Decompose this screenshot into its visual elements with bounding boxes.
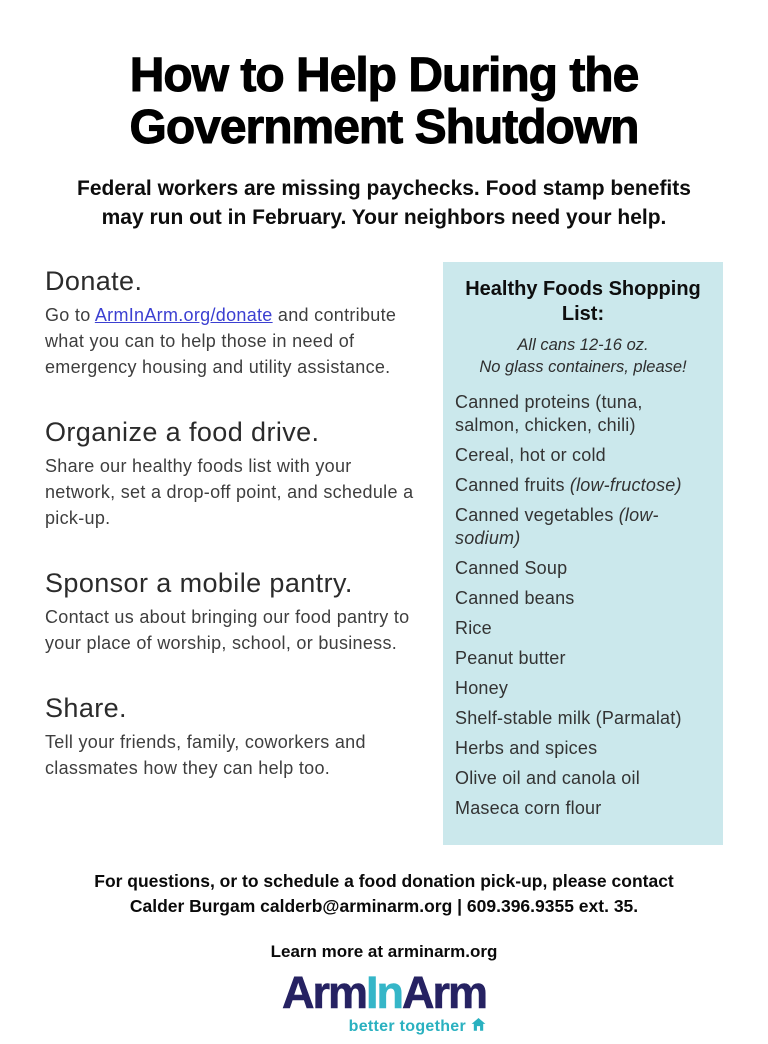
logo-arm2: Arm [402, 967, 487, 1018]
list-item: Canned fruits (low-fructose) [455, 475, 682, 495]
page-subtitle-line1: Federal workers are missing paychecks. Food stamp benefits [77, 177, 691, 200]
organize-body: Share our healthy foods list with your network, set a drop-off point, and schedule a pick-up. [45, 456, 414, 528]
share-heading: Share. [45, 693, 127, 723]
contact-info [0, 869, 768, 919]
logo-tagline-text: better together [348, 1018, 467, 1035]
section-donate [45, 266, 417, 380]
donate-link[interactable]: ArmInArm.org/donate [94, 305, 273, 325]
page-subtitle-line2: may run out in February. Your neighbors need your help. [101, 206, 667, 229]
page-subtitle [0, 174, 768, 232]
organize-heading: Organize a food drive. [45, 417, 320, 447]
main-content [0, 262, 768, 845]
donate-heading: Donate. [45, 266, 143, 296]
shopping-list-box [443, 262, 723, 845]
list-item: Herbs and spices [455, 738, 598, 758]
section-organize-food-drive [45, 417, 417, 531]
list-item: Shelf-stable milk (Parmalat) [455, 708, 682, 728]
list-item: Canned beans [455, 588, 575, 608]
contact-line2: Calder Burgam calderb@arminarm.org | 609.396.9355 ext. 35. [129, 896, 639, 916]
section-share [45, 693, 417, 781]
sponsor-heading: Sponsor a mobile pantry. [45, 568, 353, 598]
page-title-line2: Government Shutdown [129, 101, 639, 154]
logo-in: In [366, 967, 402, 1018]
page-title [0, 50, 768, 154]
shopping-list-note-line2: No glass containers, please! [479, 358, 687, 376]
logo-arm1: Arm [281, 967, 366, 1018]
list-item: Maseca corn flour [455, 798, 602, 818]
arminarm-logo [282, 969, 486, 1037]
shopping-list [455, 391, 711, 820]
list-item: Honey [455, 678, 509, 698]
list-item: Cereal, hot or cold [455, 445, 606, 465]
help-actions-column [45, 262, 417, 818]
donate-body-suffix: and contribute what you can to help those in need of emergency housing and utility assistance. [45, 305, 397, 377]
footer-logo-area [0, 969, 768, 1037]
logo-tagline [282, 1017, 486, 1037]
list-item: Rice [455, 618, 492, 638]
page-title-line1: How to Help During the [129, 49, 639, 102]
contact-line1: For questions, or to schedule a food donation pick-up, please contact [94, 871, 674, 891]
list-item: Peanut butter [455, 648, 566, 668]
donate-body-prefix: Go to [45, 305, 95, 325]
flyer-page [0, 50, 768, 1044]
shopping-list-note [455, 334, 711, 378]
list-item: Canned proteins (tuna, salmon, chicken, chili) [455, 392, 643, 435]
share-body: Tell your friends, family, coworkers and classmates how they can help too. [45, 732, 366, 778]
learn-more-text: Learn more at arminarm.org [270, 942, 498, 961]
section-sponsor-mobile-pantry [45, 568, 417, 656]
list-item: Canned vegetables (low-sodium) [455, 505, 659, 548]
arminarm-logo-text [282, 969, 486, 1016]
shopping-list-note-line1: All cans 12-16 oz. [517, 336, 649, 354]
sponsor-body: Contact us about bringing our food pantry to your place of worship, school, or business. [45, 607, 410, 653]
list-item: Canned Soup [455, 558, 568, 578]
list-item: Olive oil and canola oil [455, 768, 640, 788]
donate-body [45, 302, 417, 380]
house-icon [471, 1017, 486, 1037]
shopping-list-heading: Healthy Foods Shopping List: [465, 278, 701, 325]
